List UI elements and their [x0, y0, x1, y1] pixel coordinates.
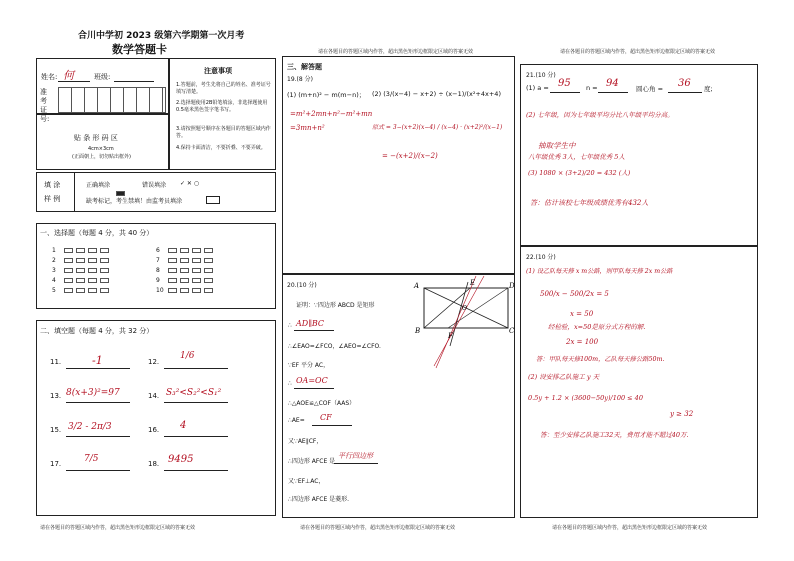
- q19-part2: (2) (3/(x−4) − x+2) ÷ (x−1)/(x²+4x+4): [372, 90, 501, 98]
- q20-line3-prefix: ∴: [288, 380, 292, 387]
- blank-line: [164, 470, 228, 471]
- choice-number: 5: [52, 287, 56, 294]
- q21-deg-value: 36: [678, 78, 691, 89]
- choice-bubble[interactable]: [192, 258, 201, 263]
- barcode-hint: (正面朝上，切勿贴出框外): [72, 154, 131, 160]
- blank-line: [164, 368, 228, 369]
- q21-n-text: n =: [586, 84, 598, 92]
- q20-blank-1: [294, 330, 334, 331]
- choice-bubble[interactable]: [192, 288, 201, 293]
- q21-deg-blank: [668, 92, 702, 93]
- q21-line3: 抽取学生中: [538, 141, 576, 150]
- fill-example-box: [36, 172, 276, 212]
- school-title: 合川中学初 2023 级第六学期第一次月考: [78, 31, 245, 41]
- choice-number: 8: [156, 267, 160, 274]
- choice-bubble[interactable]: [192, 248, 201, 253]
- name-value: 何: [63, 69, 74, 82]
- blank-number: 18.: [148, 460, 160, 468]
- barcode-label: 贴 条 形 码 区: [74, 134, 118, 142]
- q20-line9: ∴四边形 AFCE 是菱形.: [288, 496, 350, 503]
- choice-bubble[interactable]: [168, 278, 177, 283]
- choice-number: 9: [156, 277, 160, 284]
- point-e: E: [470, 279, 476, 287]
- q21-deg-text: 圆心角 =: [636, 85, 664, 93]
- point-o: O: [462, 305, 467, 312]
- choice-row: [156, 267, 216, 274]
- choice-bubble[interactable]: [76, 288, 85, 293]
- blank-number: 17.: [50, 460, 62, 468]
- q21-deg-unit: 度;: [704, 85, 713, 93]
- choice-bubble[interactable]: [76, 258, 85, 263]
- notice-top-right: 请在各题目的答题区域内作答，超出黑色矩形边框限定区域的答案无效: [560, 49, 716, 55]
- choice-bubble[interactable]: [64, 278, 73, 283]
- choice-row: [52, 247, 112, 254]
- wrong-fill-marks: ✓ ✕ ○: [180, 180, 200, 187]
- q20-line7-hand: 平行四边形: [338, 452, 373, 460]
- q22-line9: y ≥ 32: [670, 410, 694, 418]
- point-d: D: [509, 282, 515, 290]
- choice-bubble[interactable]: [204, 288, 213, 293]
- choice-number: 7: [156, 257, 160, 264]
- point-c: C: [509, 327, 515, 335]
- q19-answer1a: =m²+2mn+n²−m²+mn: [290, 110, 373, 118]
- blank-answer-13: 8(x+3)²=97: [66, 388, 120, 398]
- choice-bubble[interactable]: [168, 288, 177, 293]
- fill-example-divider: [74, 172, 75, 212]
- q21-line2: (2) 七年级，因为七年级平均分比八年级平均分高。: [526, 111, 674, 119]
- q19-answer2b: = −(x+2)/(x−2): [382, 152, 438, 160]
- notice-bottom-left: 请在各题目的答题区域内作答，超出黑色矩形边框限定区域的答案无效: [40, 525, 196, 531]
- choice-bubble[interactable]: [64, 248, 73, 253]
- q20-line3-hand: OA=OC: [296, 376, 328, 385]
- choice-bubble[interactable]: [180, 268, 189, 273]
- blank-line: [66, 436, 130, 437]
- choice-bubble[interactable]: [192, 278, 201, 283]
- q19-label: 19.(8 分): [287, 76, 313, 83]
- q22-line8: 0.5y + 1.2 × (3600−50y)/100 ≤ 40: [528, 394, 643, 402]
- notes-item: 4.保持卡面清洁，不要折叠、不要弄破。: [176, 145, 266, 151]
- q22-box: [520, 246, 758, 518]
- choice-bubble[interactable]: [180, 258, 189, 263]
- choice-bubble[interactable]: [100, 288, 109, 293]
- q20-line2: ∴∠EAO=∠FCO，∠AEO=∠CFO.: [288, 343, 381, 350]
- blank-answer-15: 3/2 - 2π/3: [68, 422, 112, 432]
- choice-bubble[interactable]: [168, 268, 177, 273]
- choice-bubble[interactable]: [100, 268, 109, 273]
- choice-bubble[interactable]: [88, 248, 97, 253]
- blank-answer-17: 7/5: [84, 454, 99, 464]
- missing-mark-label: 缺考标记，考生禁填！由监考员填涂: [86, 198, 183, 205]
- choice-bubble[interactable]: [204, 248, 213, 253]
- choice-number: 6: [156, 247, 160, 254]
- choice-bubble[interactable]: [88, 258, 97, 263]
- q20-line1-hand: AD∥BC: [296, 319, 325, 328]
- point-b: B: [415, 327, 421, 335]
- blank-answer-16: 4: [180, 420, 187, 431]
- section3-title: 三、解答题: [287, 63, 322, 71]
- q22-line6: 答：甲队每天修100m，乙队每天修公路50m.: [536, 356, 665, 363]
- choice-row: [52, 257, 112, 264]
- choice-bubble[interactable]: [64, 268, 73, 273]
- blank-number: 15.: [50, 426, 62, 434]
- choice-bubble[interactable]: [204, 258, 213, 263]
- section1-title: 一、选择题（每题 4 分，共 40 分）: [40, 229, 154, 237]
- choice-bubble[interactable]: [88, 288, 97, 293]
- choice-row: [156, 247, 216, 254]
- q21-n-blank: [598, 92, 628, 93]
- blank-number: 12.: [148, 358, 160, 366]
- q21-a-value: 95: [558, 78, 571, 89]
- q20-line5-hand: CF: [320, 413, 332, 422]
- wrong-fill-label: 错误填涂: [142, 182, 167, 189]
- choice-bubble[interactable]: [88, 278, 97, 283]
- choice-bubble[interactable]: [180, 288, 189, 293]
- exam-no-grid[interactable]: [58, 87, 166, 113]
- point-a: A: [414, 282, 420, 290]
- section2-box: [36, 320, 276, 516]
- blank-answer-12: 1/6: [180, 351, 195, 361]
- q20-blank-3: [312, 425, 352, 426]
- q19-answer2a: 原式 = 3−(x+2)(x−4) / (x−4) · (x+2)²/(x−1): [372, 124, 503, 131]
- blank-answer-18: 9495: [168, 454, 194, 465]
- notes-title: 注意事项: [204, 67, 232, 75]
- q20-line7: ∴四边形 AFCE 是: [288, 458, 336, 465]
- q20-line4: ∴△AOE≌△COF（AAS）: [288, 400, 356, 407]
- choice-number: 4: [52, 277, 56, 284]
- q22-line5: 2x = 100: [566, 338, 599, 346]
- choice-row: [52, 267, 112, 274]
- class-label: 班级:: [94, 73, 111, 81]
- notice-bottom-middle: 请在各题目的答题区域内作答，超出黑色矩形边框限定区域的答案无效: [300, 525, 456, 531]
- q20-line3: ∵EF 平分 AC，: [288, 362, 330, 369]
- choice-bubble[interactable]: [76, 248, 85, 253]
- blank-line: [164, 402, 228, 403]
- q22-line2: 500/x − 500/2x = 5: [540, 290, 609, 298]
- blank-number: 13.: [50, 392, 62, 400]
- class-underline: [114, 81, 154, 82]
- card-title: 数学答题卡: [112, 43, 167, 56]
- choice-row: [156, 257, 216, 264]
- missing-mark-box[interactable]: [206, 196, 220, 204]
- q20-line6: 又∵AE∥CF，: [288, 438, 323, 445]
- choice-bubble[interactable]: [192, 268, 201, 273]
- blank-number: 11.: [50, 358, 62, 366]
- fill-example-label-top: 填 涂: [44, 181, 61, 189]
- choice-bubble[interactable]: [76, 268, 85, 273]
- q22-line10: 答：至少安排乙队施工32天，费用才能不超过40万.: [540, 431, 689, 439]
- blank-answer-11: -1: [92, 354, 103, 367]
- q20-blank-4: [334, 463, 378, 464]
- q19-box: [282, 56, 515, 274]
- q20-line1-prefix: ∴: [288, 322, 292, 329]
- q21-a-blank: [550, 92, 580, 93]
- choice-bubble[interactable]: [100, 258, 109, 263]
- q21-line5: (3) 1080 × (3+2)/20 = 432 (人): [528, 169, 631, 177]
- choice-row: [156, 277, 216, 284]
- choice-bubble[interactable]: [64, 258, 73, 263]
- name-underline: [58, 81, 90, 82]
- q21-line6: 答：估计该校七年级成绩优秀有432人: [530, 199, 649, 207]
- notice-bottom-right: 请在各题目的答题区域内作答，超出黑色矩形边框限定区域的答案无效: [552, 525, 708, 531]
- choice-row: [156, 287, 216, 294]
- q20-line1: 证明：∵四边形 ABCD 是矩形: [296, 302, 375, 309]
- q19-part1: (1) (m+n)² − m(m−n)；: [287, 91, 366, 99]
- choice-bubble[interactable]: [180, 278, 189, 283]
- q20-label: 20.(10 分): [287, 282, 317, 289]
- notes-item: 1.答题前，考生先将自己的姓名、准考证号填写清楚。: [176, 82, 271, 95]
- choice-bubble[interactable]: [204, 278, 213, 283]
- q21-line4: 八年级优秀 3人，七年级优秀 5人: [528, 153, 625, 161]
- choice-bubble[interactable]: [64, 288, 73, 293]
- choice-row: [52, 277, 112, 284]
- q22-line3: x = 50: [570, 310, 594, 318]
- q22-line4: 经检验，x=50是原分式方程的解.: [548, 323, 646, 331]
- q21-n-value: 94: [606, 78, 619, 89]
- q20-figure: [410, 276, 514, 372]
- blank-line: [66, 368, 130, 369]
- notes-item: 2.选择题使用2B铅笔填涂，非选择题使用0.5毫米黑色签字笔书写。: [176, 100, 268, 113]
- q20-blank-2: [294, 388, 334, 389]
- correct-fill-label: 正确填涂: [86, 182, 111, 189]
- name-label: 姓名:: [41, 73, 58, 81]
- choice-row: [52, 287, 112, 294]
- q21-label: 21.(10 分): [526, 72, 556, 79]
- blank-number: 16.: [148, 426, 160, 434]
- q22-label: 22.(10 分): [526, 254, 556, 261]
- q21-a-text: (1) a =: [526, 84, 549, 92]
- exam-no-label: 准考证号:: [40, 88, 50, 123]
- choice-bubble[interactable]: [180, 248, 189, 253]
- section2-title: 二、填空题（每题 4 分，共 32 分）: [40, 327, 154, 335]
- blank-line: [164, 436, 228, 437]
- q22-line1: (1) 设乙队每天修 x m公路，则甲队每天修 2x m公路: [526, 268, 673, 275]
- q22-line7: (2) 设安排乙队施工 y 天: [528, 373, 600, 381]
- blank-answer-14: S₃²<S₂²<S₁²: [166, 388, 222, 398]
- blank-line: [66, 470, 130, 471]
- barcode-size: 4cm×3cm: [88, 146, 114, 152]
- choice-number: 3: [52, 267, 56, 274]
- blank-line: [66, 402, 130, 403]
- notes-item: 3.请按照题号顺序在各题目的答题区域内作答。: [176, 126, 271, 139]
- choice-bubble[interactable]: [100, 278, 109, 283]
- choice-number: 2: [52, 257, 56, 264]
- q20-line5: ∴AE=: [288, 417, 305, 424]
- q19-answer1b: =3mn+n²: [290, 124, 325, 132]
- segment-fe: [448, 288, 508, 328]
- point-f: F: [448, 332, 453, 340]
- choice-number: 1: [52, 247, 56, 254]
- choice-bubble[interactable]: [100, 248, 109, 253]
- q20-line8: 又∵EF⊥AC，: [288, 478, 325, 485]
- choice-bubble[interactable]: [204, 268, 213, 273]
- choice-bubble[interactable]: [168, 248, 177, 253]
- fill-example-label-bottom: 样 例: [44, 195, 61, 203]
- construction-line: [436, 276, 476, 368]
- choice-number: 10: [156, 287, 164, 294]
- choice-bubble[interactable]: [88, 268, 97, 273]
- construction-line: [434, 276, 484, 366]
- notice-top-middle: 请在各题目的答题区域内作答，超出黑色矩形边框限定区域的答案无效: [318, 49, 474, 55]
- choice-bubble[interactable]: [76, 278, 85, 283]
- blank-number: 14.: [148, 392, 160, 400]
- choice-bubble[interactable]: [168, 258, 177, 263]
